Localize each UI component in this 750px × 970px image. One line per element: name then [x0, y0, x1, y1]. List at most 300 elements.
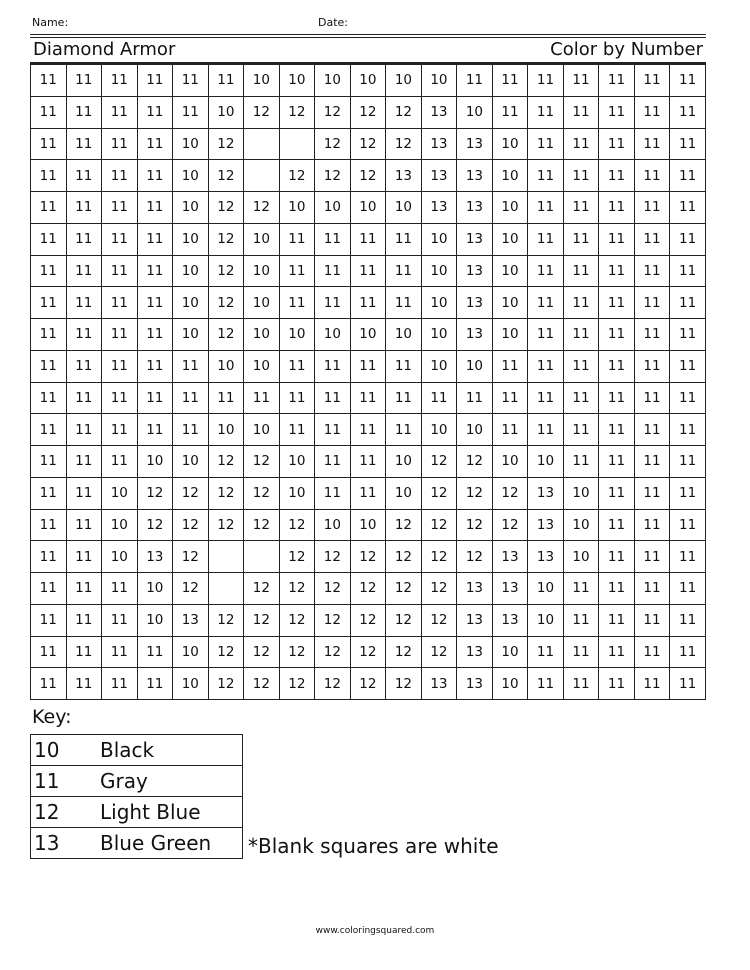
grid-cell: 11	[31, 636, 67, 668]
grid-cell: 11	[137, 414, 173, 446]
grid-cell: 11	[315, 255, 351, 287]
grid-cell: 12	[350, 573, 386, 605]
key-color: Gray	[100, 766, 243, 797]
grid-cell: 10	[208, 350, 244, 382]
grid-cell: 11	[137, 96, 173, 128]
grid-cell: 10	[173, 223, 209, 255]
grid-cell: 11	[31, 287, 67, 319]
grid-cell: 11	[31, 65, 67, 97]
grid-cell: 10	[386, 319, 422, 351]
grid-cell: 11	[31, 223, 67, 255]
grid-cell: 11	[634, 541, 670, 573]
grid-cell: 13	[457, 255, 493, 287]
grid-cell: 11	[31, 382, 67, 414]
grid-cell: 11	[102, 65, 138, 97]
grid-cell: 11	[670, 350, 706, 382]
key-number: 12	[31, 797, 101, 828]
grid-cell: 12	[315, 128, 351, 160]
grid-cell: 11	[599, 668, 635, 700]
grid-cell: 11	[670, 319, 706, 351]
grid-cell: 11	[31, 128, 67, 160]
grid-cell: 11	[66, 319, 102, 351]
grid-cell: 12	[350, 96, 386, 128]
grid-cell	[279, 128, 315, 160]
grid-cell: 10	[421, 319, 457, 351]
grid-cell: 10	[350, 509, 386, 541]
grid-cell: 11	[670, 65, 706, 97]
grid-cell: 11	[492, 350, 528, 382]
grid-cell: 11	[528, 128, 564, 160]
grid-cell: 11	[634, 573, 670, 605]
grid-cell: 11	[599, 160, 635, 192]
grid-cell: 12	[208, 319, 244, 351]
grid-cell: 11	[634, 96, 670, 128]
grid-cell: 11	[279, 223, 315, 255]
grid-cell: 10	[421, 414, 457, 446]
grid-cell: 11	[492, 414, 528, 446]
grid-cell: 11	[634, 255, 670, 287]
grid-cell: 12	[208, 128, 244, 160]
grid-cell: 11	[670, 541, 706, 573]
grid-cell: 10	[421, 287, 457, 319]
grid-cell: 11	[137, 287, 173, 319]
grid-cell: 10	[279, 477, 315, 509]
grid-cell: 11	[66, 636, 102, 668]
grid-cell: 13	[528, 541, 564, 573]
grid-cell: 13	[421, 96, 457, 128]
grid-cell: 11	[102, 350, 138, 382]
grid-cell: 13	[386, 160, 422, 192]
worksheet-title: Diamond Armor	[33, 39, 176, 60]
grid-cell: 11	[634, 160, 670, 192]
grid-row	[31, 287, 706, 319]
grid-cell: 11	[492, 96, 528, 128]
grid-cell: 11	[31, 541, 67, 573]
grid-cell: 12	[208, 446, 244, 478]
grid-cell: 11	[66, 573, 102, 605]
grid-cell: 11	[102, 96, 138, 128]
grid-cell: 11	[102, 636, 138, 668]
grid-row	[31, 223, 706, 255]
grid-row	[31, 382, 706, 414]
grid-row	[31, 477, 706, 509]
grid-cell: 11	[102, 382, 138, 414]
grid-cell: 11	[208, 65, 244, 97]
grid-cell: 10	[421, 255, 457, 287]
grid-cell: 10	[492, 287, 528, 319]
grid-cell: 12	[457, 446, 493, 478]
grid-cell: 12	[350, 604, 386, 636]
grid-cell: 11	[315, 446, 351, 478]
grid-row	[31, 319, 706, 351]
grid-cell: 11	[31, 573, 67, 605]
grid-cell: 11	[563, 192, 599, 224]
grid-cell: 10	[244, 287, 280, 319]
grid-cell: 11	[634, 223, 670, 255]
grid-cell: 12	[457, 477, 493, 509]
grid-cell: 11	[173, 96, 209, 128]
key-color: Blue Green	[100, 828, 243, 859]
grid-cell: 10	[279, 319, 315, 351]
grid-cell: 11	[634, 636, 670, 668]
grid-cell: 11	[634, 477, 670, 509]
grid-cell: 11	[66, 541, 102, 573]
grid-cell: 11	[315, 414, 351, 446]
grid-cell: 11	[350, 287, 386, 319]
grid-cell: 11	[66, 223, 102, 255]
grid-cell: 12	[315, 160, 351, 192]
grid-cell: 12	[173, 477, 209, 509]
grid-cell: 11	[137, 160, 173, 192]
grid-cell: 11	[563, 350, 599, 382]
grid-cell: 11	[66, 65, 102, 97]
grid-cell: 11	[599, 96, 635, 128]
grid-cell: 12	[244, 573, 280, 605]
grid-cell: 11	[634, 287, 670, 319]
grid-cell: 11	[315, 382, 351, 414]
grid-cell: 11	[350, 255, 386, 287]
grid-cell: 11	[563, 255, 599, 287]
key-row	[31, 797, 243, 828]
grid-cell: 11	[102, 192, 138, 224]
grid-cell: 12	[244, 604, 280, 636]
grid-cell: 11	[670, 573, 706, 605]
grid-cell: 10	[386, 477, 422, 509]
grid-cell: 11	[563, 160, 599, 192]
grid-cell: 13	[492, 604, 528, 636]
grid-cell: 11	[31, 668, 67, 700]
grid-cell: 11	[634, 668, 670, 700]
grid-cell: 12	[315, 573, 351, 605]
grid-cell	[244, 128, 280, 160]
grid-cell: 12	[137, 509, 173, 541]
grid-cell: 11	[31, 350, 67, 382]
grid-cell: 13	[528, 477, 564, 509]
grid-cell: 11	[102, 287, 138, 319]
grid-cell: 12	[279, 160, 315, 192]
grid-cell: 11	[670, 223, 706, 255]
grid-cell: 10	[173, 160, 209, 192]
grid-cell: 11	[315, 477, 351, 509]
grid-cell: 11	[563, 573, 599, 605]
grid-cell: 13	[492, 573, 528, 605]
grid-cell: 10	[244, 350, 280, 382]
grid-cell: 13	[457, 319, 493, 351]
grid-cell: 11	[528, 255, 564, 287]
grid-cell: 12	[386, 573, 422, 605]
grid-cell: 11	[208, 382, 244, 414]
grid-cell: 11	[421, 382, 457, 414]
grid-cell: 11	[528, 96, 564, 128]
grid-cell: 10	[492, 160, 528, 192]
grid-cell: 11	[599, 255, 635, 287]
grid-cell: 11	[599, 414, 635, 446]
grid-cell: 11	[599, 192, 635, 224]
grid-cell: 10	[563, 541, 599, 573]
grid-row	[31, 350, 706, 382]
grid-cell: 12	[279, 573, 315, 605]
grid-cell: 11	[528, 319, 564, 351]
key-row	[31, 735, 243, 766]
grid-cell: 11	[137, 192, 173, 224]
grid-row	[31, 573, 706, 605]
grid-cell: 11	[670, 509, 706, 541]
grid-cell: 11	[279, 382, 315, 414]
grid-cell: 12	[315, 604, 351, 636]
grid-cell: 12	[279, 604, 315, 636]
grid-cell: 11	[66, 160, 102, 192]
grid-cell: 11	[66, 446, 102, 478]
grid-cell: 10	[244, 255, 280, 287]
grid-cell: 11	[102, 414, 138, 446]
grid-cell: 11	[173, 414, 209, 446]
grid-cell: 11	[137, 128, 173, 160]
grid-cell: 10	[492, 446, 528, 478]
grid-cell: 11	[670, 160, 706, 192]
grid-cell: 11	[563, 636, 599, 668]
grid-cell: 13	[421, 668, 457, 700]
grid-cell: 10	[173, 319, 209, 351]
grid-cell: 13	[173, 604, 209, 636]
grid-cell: 11	[563, 287, 599, 319]
grid-cell: 12	[244, 477, 280, 509]
key-color: Black	[100, 735, 243, 766]
title-bar	[30, 38, 706, 64]
grid-cell: 11	[670, 446, 706, 478]
grid-cell: 11	[137, 65, 173, 97]
grid-cell: 12	[208, 192, 244, 224]
grid-cell: 11	[457, 65, 493, 97]
grid-cell: 12	[208, 255, 244, 287]
grid-cell: 10	[421, 350, 457, 382]
grid-cell: 11	[137, 668, 173, 700]
grid-cell: 10	[315, 192, 351, 224]
grid-cell: 12	[386, 509, 422, 541]
grid-cell: 11	[66, 287, 102, 319]
grid-cell: 11	[634, 350, 670, 382]
worksheet-subtitle: Color by Number	[550, 39, 703, 60]
grid-cell: 12	[315, 668, 351, 700]
grid-cell: 11	[670, 636, 706, 668]
grid-cell: 10	[173, 192, 209, 224]
grid-cell: 12	[208, 636, 244, 668]
grid-cell: 12	[244, 509, 280, 541]
grid-cell: 11	[670, 477, 706, 509]
grid-cell: 11	[102, 223, 138, 255]
grid-cell: 11	[66, 668, 102, 700]
grid-cell: 12	[386, 541, 422, 573]
grid-cell: 12	[457, 509, 493, 541]
grid-cell: 10	[457, 350, 493, 382]
grid-cell: 12	[208, 223, 244, 255]
key-row	[31, 766, 243, 797]
grid-cell: 11	[670, 192, 706, 224]
grid-cell: 12	[457, 541, 493, 573]
grid-cell: 10	[315, 65, 351, 97]
grid-row	[31, 128, 706, 160]
grid-cell	[208, 541, 244, 573]
grid-cell: 10	[279, 192, 315, 224]
grid-row	[31, 636, 706, 668]
key-number: 10	[31, 735, 101, 766]
grid-cell: 12	[279, 509, 315, 541]
grid-cell: 11	[599, 636, 635, 668]
grid-cell: 11	[279, 287, 315, 319]
grid-cell: 12	[208, 287, 244, 319]
grid-cell: 10	[492, 223, 528, 255]
grid-cell: 12	[386, 636, 422, 668]
grid-cell: 10	[528, 573, 564, 605]
grid-cell: 11	[66, 477, 102, 509]
grid-cell: 11	[563, 319, 599, 351]
grid-cell: 11	[386, 414, 422, 446]
grid-cell: 12	[386, 128, 422, 160]
grid-cell: 12	[173, 541, 209, 573]
grid-cell: 11	[66, 350, 102, 382]
grid-cell: 11	[102, 573, 138, 605]
grid-cell: 10	[350, 192, 386, 224]
grid-row	[31, 160, 706, 192]
grid-cell: 12	[279, 96, 315, 128]
grid-row	[31, 96, 706, 128]
grid-cell: 10	[350, 65, 386, 97]
grid-cell: 11	[279, 255, 315, 287]
grid-cell: 12	[386, 96, 422, 128]
grid-cell: 11	[563, 128, 599, 160]
grid-cell: 11	[528, 636, 564, 668]
grid-cell: 11	[670, 668, 706, 700]
grid-cell: 11	[350, 223, 386, 255]
grid-cell: 10	[173, 446, 209, 478]
grid-row	[31, 255, 706, 287]
grid-cell: 11	[670, 604, 706, 636]
color-key-table	[30, 734, 243, 859]
grid-cell: 10	[137, 604, 173, 636]
grid-cell: 11	[386, 382, 422, 414]
grid-cell: 12	[244, 636, 280, 668]
grid-cell: 10	[492, 636, 528, 668]
grid-cell: 11	[315, 287, 351, 319]
grid-cell: 11	[599, 604, 635, 636]
grid-cell: 10	[173, 128, 209, 160]
grid-cell: 10	[208, 414, 244, 446]
grid-cell: 13	[457, 668, 493, 700]
grid-cell: 11	[137, 382, 173, 414]
grid-cell: 10	[173, 668, 209, 700]
grid-cell: 11	[563, 604, 599, 636]
grid-cell: 11	[670, 128, 706, 160]
grid-cell: 11	[599, 446, 635, 478]
grid-cell: 11	[173, 350, 209, 382]
grid-cell: 10	[386, 65, 422, 97]
grid-cell: 12	[244, 668, 280, 700]
grid-cell: 11	[173, 65, 209, 97]
grid-row	[31, 604, 706, 636]
grid-cell: 10	[244, 319, 280, 351]
grid-cell: 10	[528, 604, 564, 636]
grid-cell: 12	[421, 509, 457, 541]
date-label: Date:	[318, 16, 348, 29]
grid-cell: 12	[173, 573, 209, 605]
grid-cell: 12	[421, 604, 457, 636]
grid-cell: 12	[315, 541, 351, 573]
grid-cell: 11	[528, 192, 564, 224]
grid-cell: 10	[208, 96, 244, 128]
grid-cell: 10	[102, 541, 138, 573]
grid-cell: 11	[528, 668, 564, 700]
grid-cell: 13	[421, 128, 457, 160]
grid-cell: 11	[634, 128, 670, 160]
grid-cell: 10	[244, 414, 280, 446]
grid-cell: 10	[421, 223, 457, 255]
grid-cell: 11	[528, 160, 564, 192]
grid-cell: 10	[492, 192, 528, 224]
grid-cell: 12	[492, 477, 528, 509]
grid-cell: 10	[137, 573, 173, 605]
grid-cell: 12	[350, 541, 386, 573]
grid-cell: 11	[350, 477, 386, 509]
grid-cell: 13	[421, 192, 457, 224]
grid-cell: 12	[137, 477, 173, 509]
grid-cell: 10	[563, 509, 599, 541]
grid-row	[31, 541, 706, 573]
grid-cell: 10	[563, 477, 599, 509]
grid-cell: 10	[102, 477, 138, 509]
grid-cell: 11	[31, 160, 67, 192]
grid-cell: 11	[634, 509, 670, 541]
grid-cell: 12	[208, 604, 244, 636]
grid-cell: 10	[528, 446, 564, 478]
grid-cell: 11	[31, 414, 67, 446]
grid-cell: 11	[634, 319, 670, 351]
grid-cell: 11	[528, 414, 564, 446]
grid-cell: 11	[31, 319, 67, 351]
grid-cell: 10	[457, 414, 493, 446]
grid-cell: 11	[563, 446, 599, 478]
grid-cell: 11	[66, 96, 102, 128]
grid-cell: 11	[563, 414, 599, 446]
grid-cell: 11	[599, 128, 635, 160]
grid-cell: 11	[492, 382, 528, 414]
grid-cell: 11	[315, 350, 351, 382]
grid-cell: 13	[137, 541, 173, 573]
grid-row	[31, 414, 706, 446]
grid-cell: 10	[492, 319, 528, 351]
grid-cell: 11	[599, 509, 635, 541]
grid-cell: 11	[66, 382, 102, 414]
grid-cell: 12	[208, 509, 244, 541]
grid-cell: 10	[386, 446, 422, 478]
grid-cell: 11	[599, 541, 635, 573]
grid-cell: 13	[492, 541, 528, 573]
grid-cell: 10	[102, 509, 138, 541]
grid-cell: 12	[421, 636, 457, 668]
grid-cell: 10	[173, 636, 209, 668]
grid-cell: 10	[315, 319, 351, 351]
key-number: 13	[31, 828, 101, 859]
grid-cell: 11	[137, 636, 173, 668]
grid-cell: 11	[137, 350, 173, 382]
grid-cell: 11	[279, 414, 315, 446]
blank-squares-note: *Blank squares are white	[248, 834, 499, 858]
grid-cell: 11	[670, 96, 706, 128]
grid-row	[31, 668, 706, 700]
grid-cell: 11	[173, 382, 209, 414]
grid-cell: 11	[102, 128, 138, 160]
grid-cell	[244, 160, 280, 192]
grid-cell: 10	[386, 192, 422, 224]
grid-cell: 11	[528, 287, 564, 319]
